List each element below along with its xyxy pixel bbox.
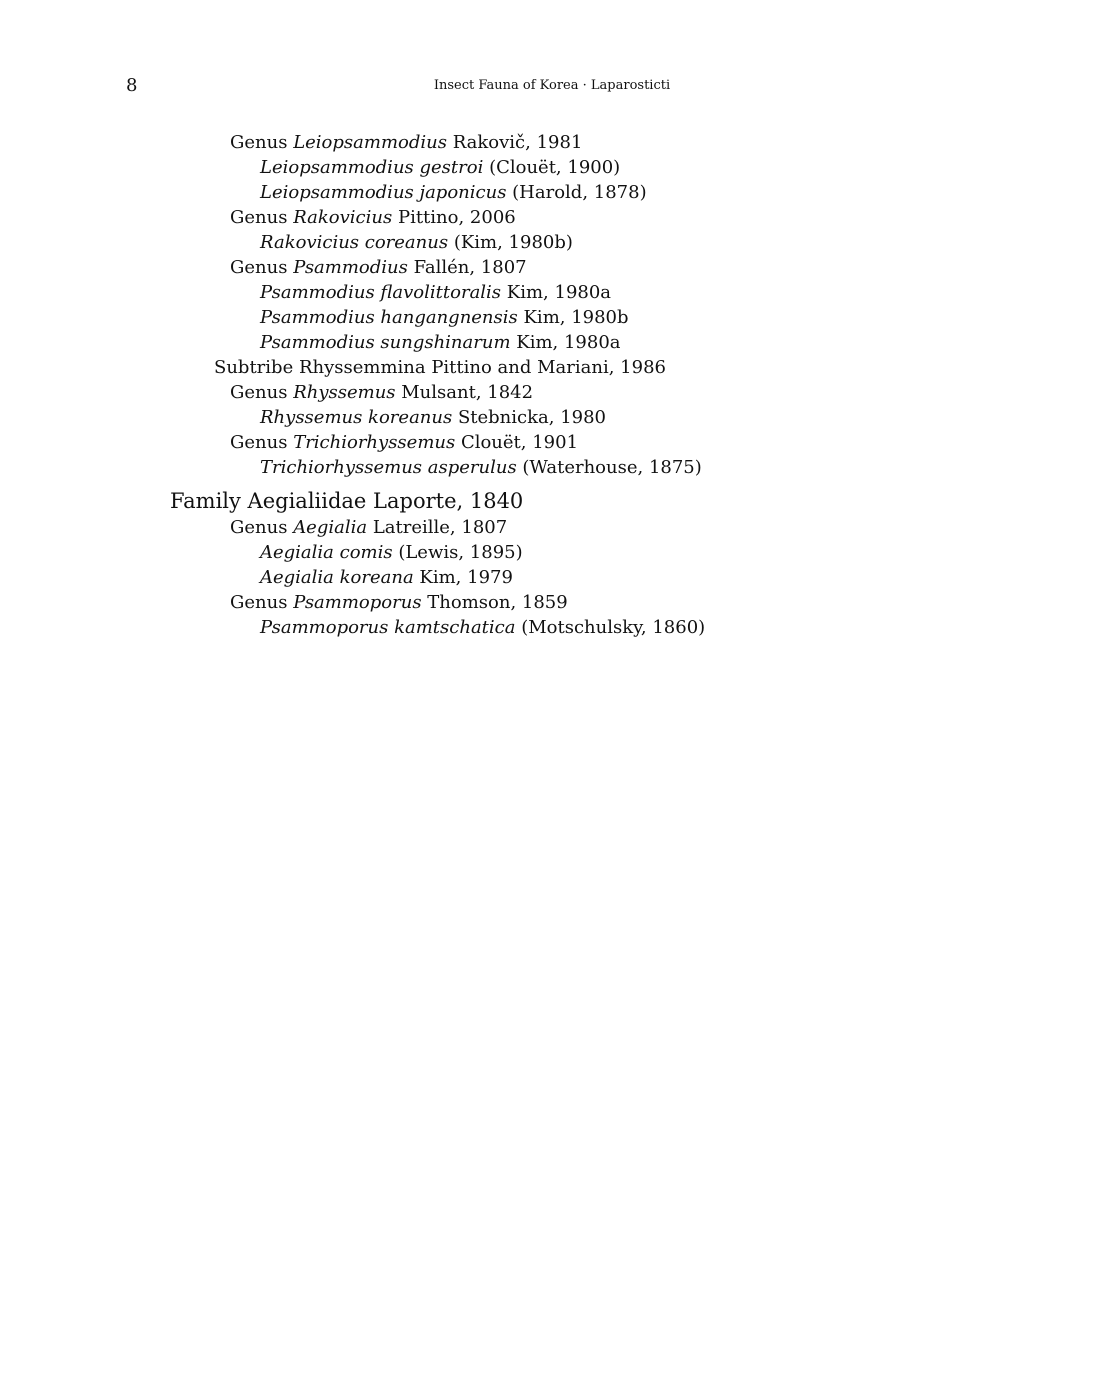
- taxon-entry: Psammodius sungshinarum Kim, 1980a: [260, 332, 621, 353]
- taxon-entry: Genus Trichiorhyssemus Clouët, 1901: [230, 432, 579, 453]
- taxon-entry: Aegialia koreana Kim, 1979: [260, 567, 513, 588]
- page-number: 8: [126, 75, 138, 96]
- taxon-entry: Genus Psammoporus Thomson, 1859: [230, 592, 568, 613]
- taxon-entry: Psammodius hangangnensis Kim, 1980b: [260, 307, 629, 328]
- family-heading: Family Aegialiidae Laporte, 1840: [170, 489, 524, 513]
- taxon-entry: Genus Rhyssemus Mulsant, 1842: [230, 382, 534, 403]
- taxon-entry: Leiopsammodius japonicus (Harold, 1878): [260, 182, 647, 203]
- taxon-entry: Psammoporus kamtschatica (Motschulsky, 1860): [260, 617, 706, 638]
- taxon-entry: Genus Rakovicius Pittino, 2006: [230, 207, 516, 228]
- taxon-entry: Psammodius flavolittoralis Kim, 1980a: [260, 282, 612, 303]
- taxon-entry: Aegialia comis (Lewis, 1895): [260, 542, 523, 563]
- taxon-entry: Genus Leiopsammodius Rakovič, 1981: [230, 132, 583, 153]
- taxon-entry: Rhyssemus koreanus Stebnicka, 1980: [260, 407, 607, 428]
- taxon-entry: Genus Aegialia Latreille, 1807: [230, 517, 508, 538]
- taxon-entry: Genus Psammodius Fallén, 1807: [230, 257, 527, 278]
- taxon-entry: Trichiorhyssemus asperulus (Waterhouse, 1875): [260, 457, 702, 478]
- running-head: Insect Fauna of Korea · Laparosticti: [433, 78, 671, 93]
- subtribe-heading: Subtribe Rhyssemmina Pittino and Mariani, 1986: [214, 357, 666, 378]
- taxon-entry: Rakovicius coreanus (Kim, 1980b): [260, 232, 573, 253]
- taxon-entry: Leiopsammodius gestroi (Clouët, 1900): [260, 157, 621, 178]
